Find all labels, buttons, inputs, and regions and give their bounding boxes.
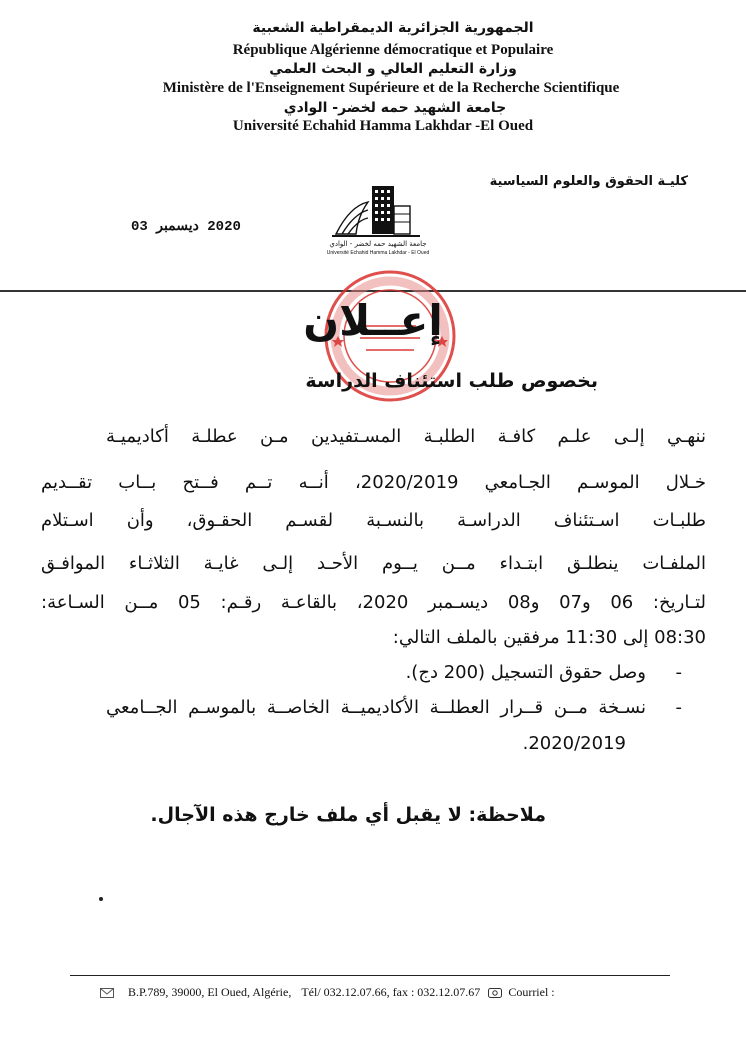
- logo-caption-fr: Université Echahid Hamma Lakhdar - El Oued: [326, 250, 430, 256]
- footer-divider: [70, 975, 670, 976]
- university-title-ar: جامعة الشهيد حمه لخضر- الوادي: [283, 100, 507, 116]
- page-title: إعــلان: [303, 296, 443, 345]
- footer-address: B.P.789, 39000, El Oued, Algérie,: [128, 985, 292, 999]
- list-dash: -: [675, 697, 682, 718]
- university-title-fr: Université Echahid Hamma Lakhdar -El Oued: [232, 118, 534, 134]
- note-text: ملاحظة: لا يقبل أي ملف خارج هذه الآجال.: [150, 804, 546, 826]
- body-line-5: لتـاريخ: 06 و07 و08 ديسـمبر 2020، بالقاعـة رقـم: 05 مــن السـاعة:: [41, 592, 706, 613]
- list-item: [106, 697, 682, 718]
- email-icon: [488, 988, 502, 998]
- scan-speck: [99, 897, 103, 901]
- republic-title-fr: République Algérienne démocratique et Populaire: [232, 42, 554, 58]
- footer-email-label: Courriel :: [508, 985, 555, 999]
- list-dash: -: [675, 662, 682, 683]
- envelope-icon: [100, 988, 114, 998]
- republic-title-ar: الجمهورية الجزائرية الديمقراطية الشعبية: [252, 20, 534, 36]
- list-item-text: نسـخة مــن قــرار العطلــة الأكاديميــة الخاصــة بالموسـم الجــامعي: [106, 697, 646, 718]
- body-line-3: طلبـات اسـتئناف الدراسـة بالنسـبة لقسـم الحقـوق، وأن اسـتلام: [41, 510, 706, 531]
- body-line-4: الملفـات ينطلـق ابتـداء مــن يــوم الأحـد إلـى غايـة الثلاثـاء الموافـق: [41, 553, 706, 574]
- announcement-subject: بخصوص طلب استئناف الدراسة: [305, 370, 598, 392]
- body-line-2: خـلال الموسـم الجـامعي 2020/2019، أنــه تــم فــتح بــاب تقــديم: [41, 472, 706, 493]
- ministry-title-fr: Ministère de l'Enseignement Supérieure et de la Recherche Scientifique: [162, 80, 620, 96]
- body-line-6: 08:30 إلى 11:30 مرفقين بالملف التالي:: [392, 627, 706, 648]
- footer: [100, 985, 555, 1000]
- date-stamp: 2020 ديسمبر 03: [131, 219, 241, 235]
- ministry-title-ar: وزارة التعليم العالي و البحث العلمي: [269, 61, 517, 77]
- body-line-1: ننهـي إلـى علـم كافـة الطلبـة المسـتفيدين مـن عطلـة أكاديميـة: [106, 426, 706, 447]
- list-item: [405, 662, 682, 683]
- footer-phone-fax: Tél/ 032.12.07.66, fax : 032.12.07.67: [301, 985, 481, 999]
- list-item-text: وصل حقوق التسجيل (200 دج).: [405, 662, 646, 683]
- faculty-name: كليـة الحقوق والعلوم السياسية: [489, 174, 688, 189]
- list-item-continuation: 2020/2019.: [522, 733, 626, 754]
- logo-caption-ar: جامعة الشهيد حمه لخضر - الوادي: [329, 240, 427, 248]
- university-logo-icon: [328, 172, 428, 262]
